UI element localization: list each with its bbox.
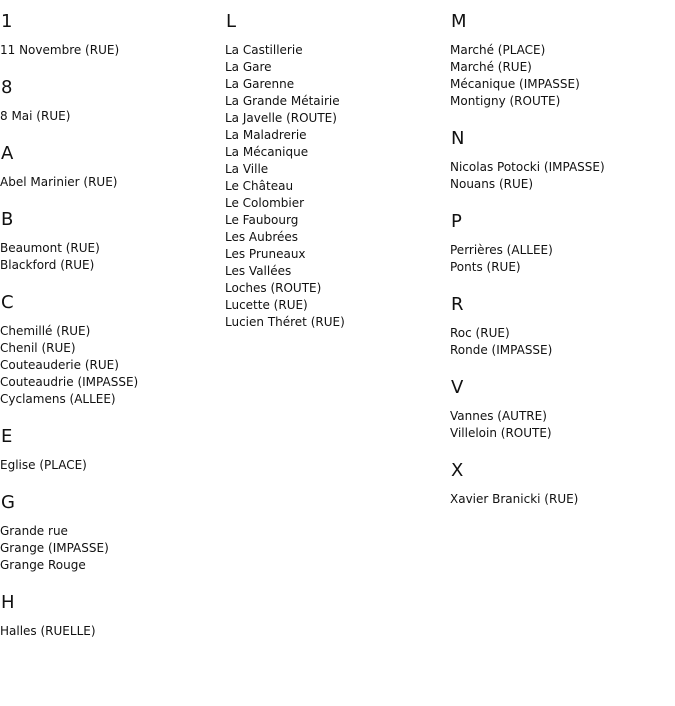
letter-group xyxy=(0,210,225,274)
letter-group xyxy=(0,144,225,191)
street-link[interactable]: Montigny (ROUTE) xyxy=(450,94,561,108)
street-link[interactable]: La Javelle (ROUTE) xyxy=(225,111,337,125)
letter-group xyxy=(0,427,225,474)
street-link[interactable]: La Ville xyxy=(225,162,269,176)
street-link[interactable]: Blackford (RUE) xyxy=(0,258,95,272)
index-column xyxy=(450,0,675,527)
letter-group xyxy=(450,295,675,359)
letter-heading: V xyxy=(451,377,464,398)
letter-group xyxy=(0,593,225,640)
letter-heading: N xyxy=(451,128,465,149)
index-column xyxy=(0,0,225,659)
street-link[interactable]: Couteauderie (RUE) xyxy=(0,358,119,372)
street-link[interactable]: La Garenne xyxy=(225,77,295,91)
street-link[interactable]: Loches (ROUTE) xyxy=(225,281,322,295)
street-list xyxy=(225,42,450,331)
letter-heading: P xyxy=(451,211,462,232)
street-link[interactable]: Les Pruneaux xyxy=(225,247,306,261)
street-link[interactable]: 11 Novembre (RUE) xyxy=(0,43,120,57)
street-link[interactable]: Ponts (RUE) xyxy=(450,260,521,274)
street-link[interactable]: Nouans (RUE) xyxy=(450,177,534,191)
street-link[interactable]: Marché (PLACE) xyxy=(450,43,546,57)
street-link[interactable]: Les Vallées xyxy=(225,264,292,278)
letter-group xyxy=(450,0,675,110)
street-link[interactable]: Perrières (ALLEE) xyxy=(450,243,553,257)
letter-heading: 8 xyxy=(1,77,13,98)
letter-heading: A xyxy=(1,143,14,164)
street-list xyxy=(0,42,225,59)
street-link[interactable]: La Gare xyxy=(225,60,272,74)
street-list xyxy=(0,623,225,640)
letter-group xyxy=(450,129,675,193)
letter-group xyxy=(450,461,675,508)
street-list xyxy=(0,174,225,191)
street-link[interactable]: 8 Mai (RUE) xyxy=(0,109,71,123)
letter-heading: H xyxy=(1,592,15,613)
letter-heading: R xyxy=(451,294,464,315)
letter-heading: C xyxy=(1,292,14,313)
street-link[interactable]: Cyclamens (ALLEE) xyxy=(0,392,116,406)
letter-group xyxy=(450,212,675,276)
street-link[interactable]: Beaumont (RUE) xyxy=(0,241,100,255)
street-link[interactable]: Chenil (RUE) xyxy=(0,341,76,355)
street-list xyxy=(0,523,225,574)
letter-group xyxy=(0,78,225,125)
street-link[interactable]: Lucien Théret (RUE) xyxy=(225,315,345,329)
letter-heading: M xyxy=(451,11,467,32)
letter-group xyxy=(0,0,225,59)
street-link[interactable]: La Mécanique xyxy=(225,145,309,159)
street-list xyxy=(450,159,675,193)
street-link[interactable]: Lucette (RUE) xyxy=(225,298,308,312)
street-link[interactable]: Roc (RUE) xyxy=(450,326,510,340)
index-column xyxy=(225,0,450,350)
street-link[interactable]: Marché (RUE) xyxy=(450,60,532,74)
street-list xyxy=(450,491,675,508)
street-link[interactable]: Mécanique (IMPASSE) xyxy=(450,77,580,91)
street-list xyxy=(0,457,225,474)
street-link[interactable]: Les Aubrées xyxy=(225,230,299,244)
street-link[interactable]: Nicolas Potocki (IMPASSE) xyxy=(450,160,605,174)
letter-heading: 1 xyxy=(1,11,13,32)
street-link[interactable]: Xavier Branicki (RUE) xyxy=(450,492,579,506)
street-list xyxy=(450,42,675,110)
letter-group xyxy=(0,493,225,574)
street-link[interactable]: Grange (IMPASSE) xyxy=(0,541,109,555)
letter-group xyxy=(450,378,675,442)
letter-heading: X xyxy=(451,460,464,481)
street-link[interactable]: Le Colombier xyxy=(225,196,305,210)
street-list xyxy=(450,408,675,442)
street-link[interactable]: Chemillé (RUE) xyxy=(0,324,91,338)
street-list xyxy=(450,242,675,276)
street-link[interactable]: Grande rue xyxy=(0,524,68,538)
street-link[interactable]: Ronde (IMPASSE) xyxy=(450,343,553,357)
street-link[interactable]: Villeloin (ROUTE) xyxy=(450,426,552,440)
letter-heading: L xyxy=(226,11,237,32)
street-link[interactable]: Vannes (AUTRE) xyxy=(450,409,547,423)
street-link[interactable]: La Maladrerie xyxy=(225,128,307,142)
street-link[interactable]: Le Château xyxy=(225,179,294,193)
street-link[interactable]: Couteaudrie (IMPASSE) xyxy=(0,375,139,389)
street-list xyxy=(0,108,225,125)
street-link[interactable]: Eglise (PLACE) xyxy=(0,458,87,472)
street-list xyxy=(0,323,225,408)
street-link[interactable]: Halles (RUELLE) xyxy=(0,624,96,638)
letter-heading: B xyxy=(1,209,14,230)
letter-heading: E xyxy=(1,426,13,447)
street-link[interactable]: Le Faubourg xyxy=(225,213,299,227)
letter-group xyxy=(0,293,225,408)
street-list xyxy=(450,325,675,359)
street-list xyxy=(0,240,225,274)
letter-group xyxy=(225,0,450,331)
street-link[interactable]: La Castillerie xyxy=(225,43,303,57)
letter-heading: G xyxy=(1,492,15,513)
street-link[interactable]: La Grande Métairie xyxy=(225,94,340,108)
street-link[interactable]: Abel Marinier (RUE) xyxy=(0,175,118,189)
street-link[interactable]: Grange Rouge xyxy=(0,558,86,572)
